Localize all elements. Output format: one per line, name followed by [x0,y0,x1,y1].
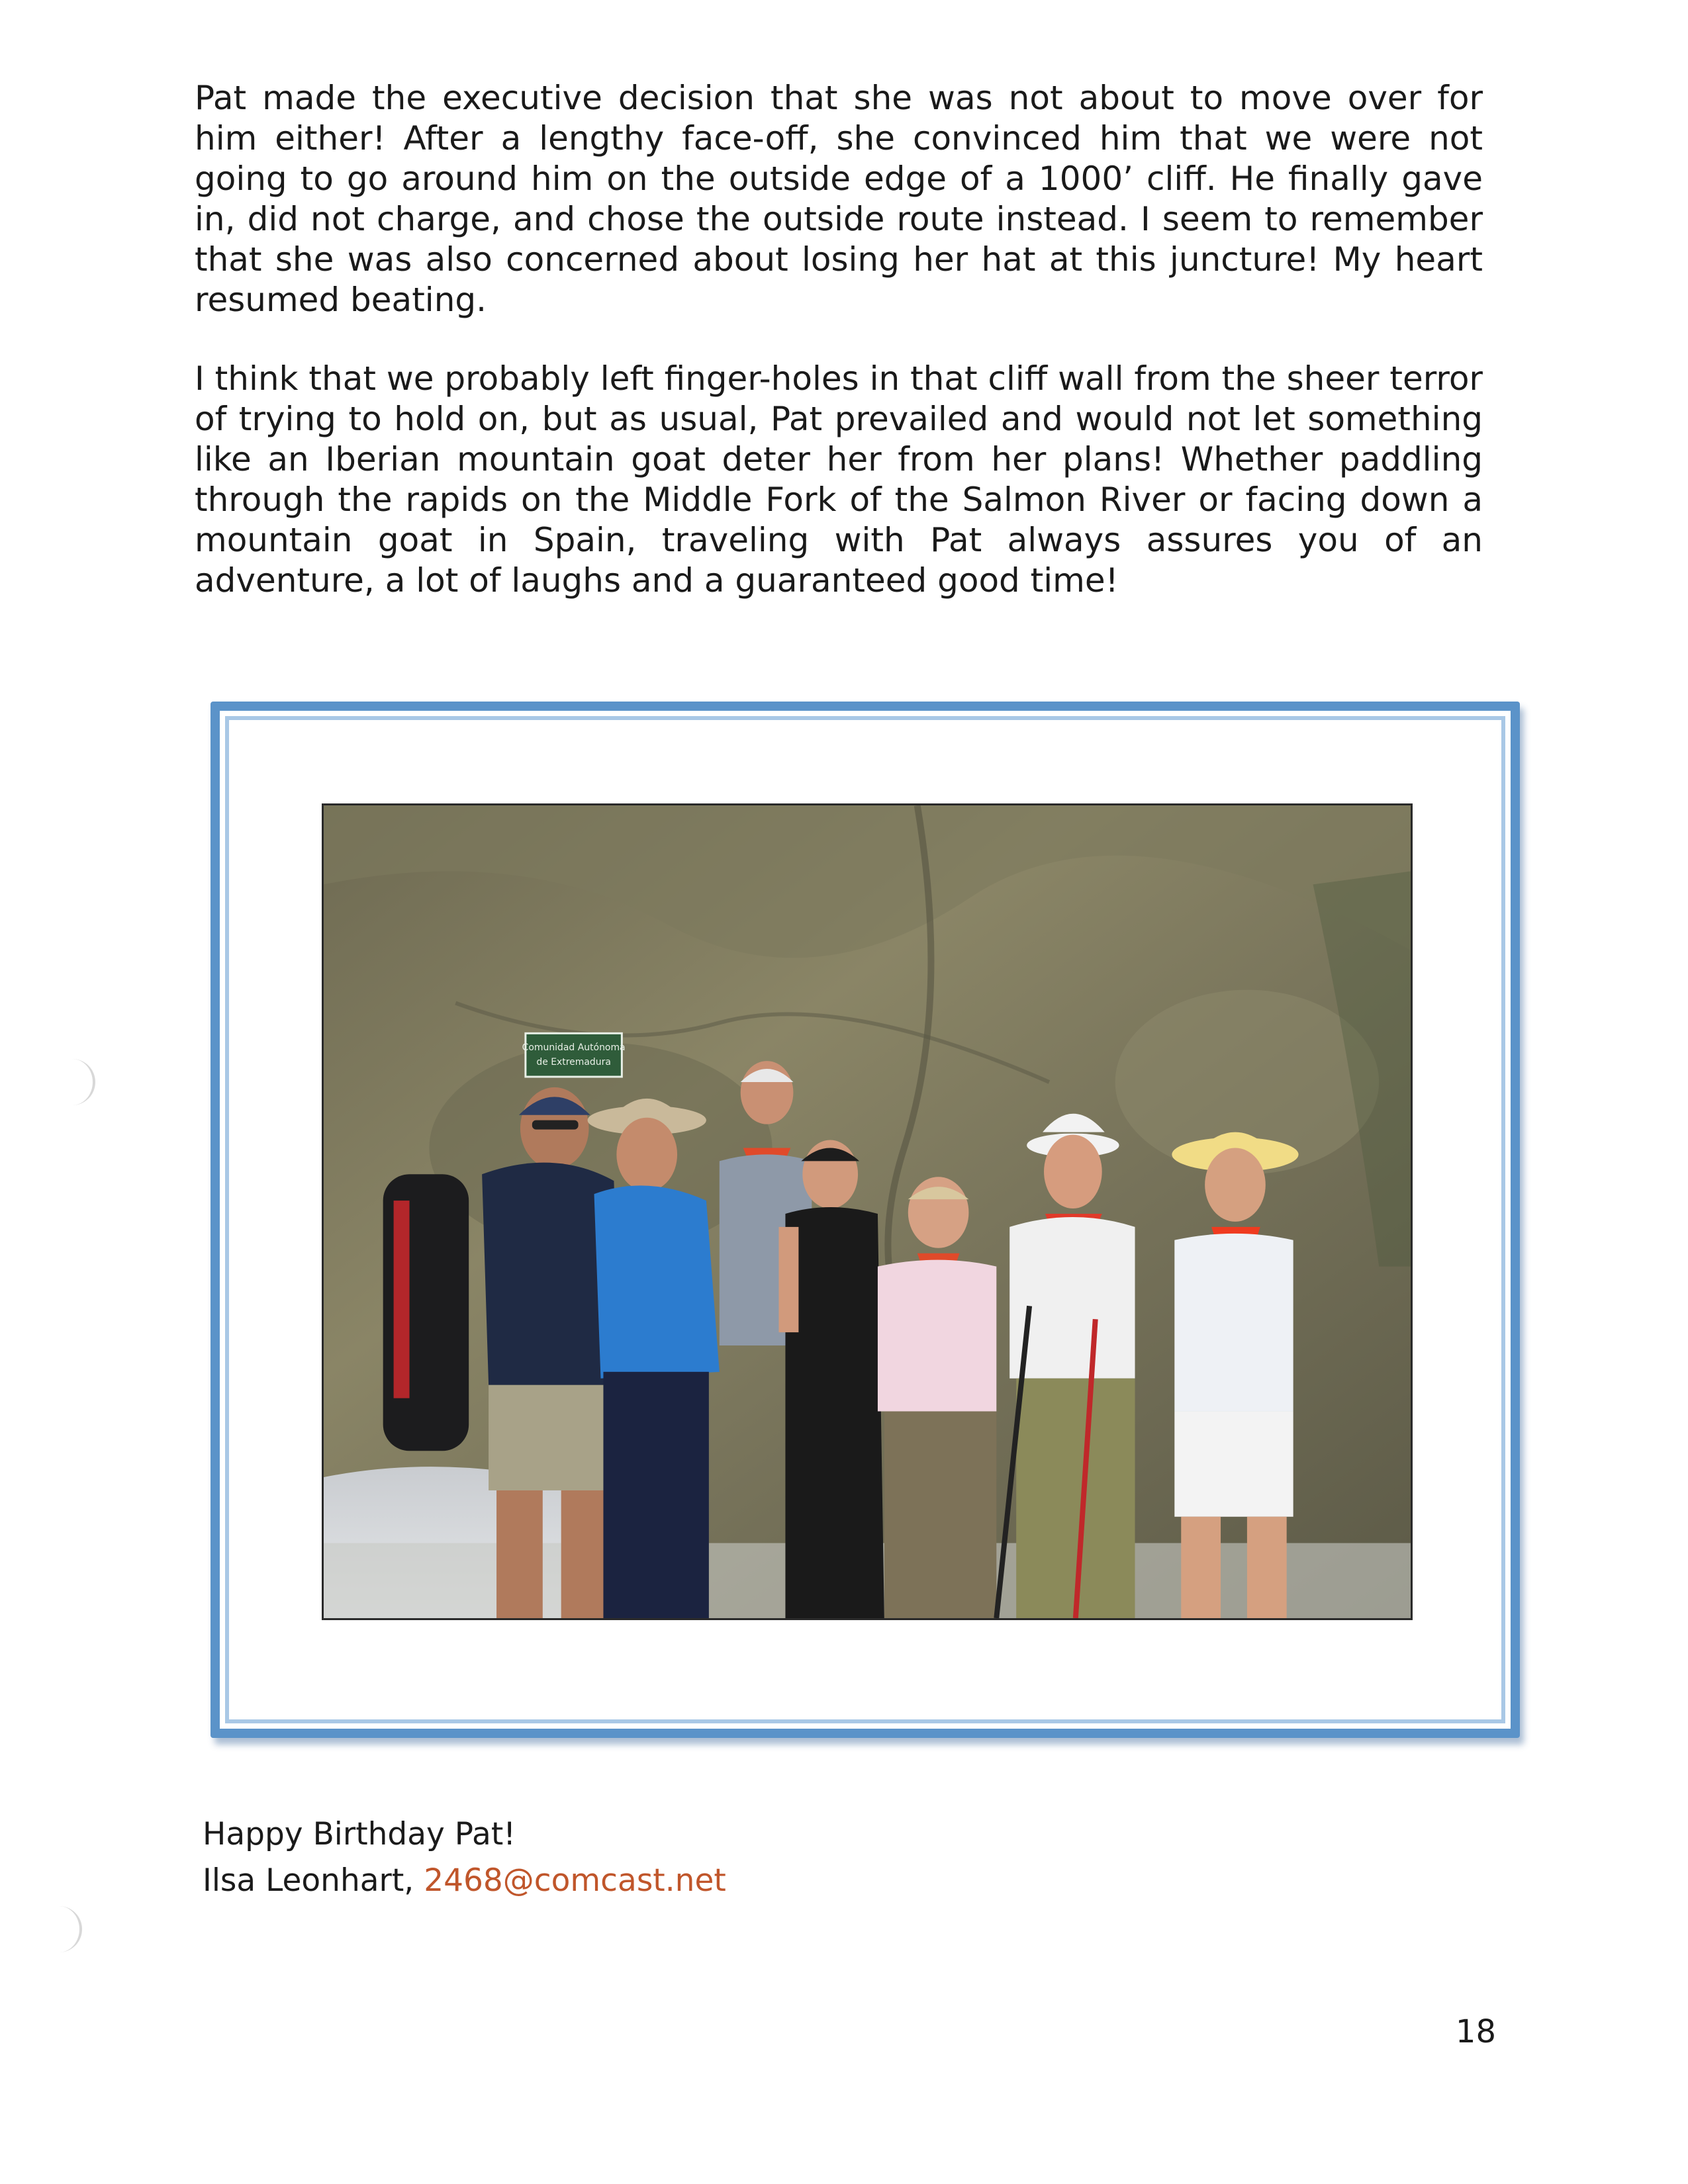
author-email-link[interactable]: 2468@comcast.net [424,1862,726,1899]
birthday-greeting: Happy Birthday Pat! [203,1816,516,1852]
svg-text:de Extremadura: de Extremadura [536,1057,611,1068]
paragraph-2: I think that we probably left finger-holes in that cliff wall from the sheer terror of trying to hold on, but as usual, Pat prevailed and would not let something like an Iberian mountain goat deter her from her plans! Whether paddling through the rapids on the Middle Fork of the Salmon River or facing down a mountain goat in Spain, traveling with Pat always assures you of an adventure, a lot of laughs and a guaranteed good time! [195,359,1483,600]
binder-hole-mark [53,1059,95,1105]
author-signature [203,1861,726,1901]
trail-sign [522,1033,626,1077]
group-hikers-photo [322,803,1413,1620]
paragraph-1: Pat made the executive decision that she was not about to move over for him either! After a lengthy face-off, she convinced him that we were not going to go around him on the outside edge of a 1000’ cliff. He finally gave in, did not charge, and chose the outside route instead. I seem to remember that she was also concerned about losing her hat at this juncture! My heart resumed beating. [195,79,1483,319]
svg-text:Comunidad Autónoma: Comunidad Autónoma [522,1042,626,1054]
binder-hole-mark [40,1906,82,1952]
page-number: 18 [1455,2013,1496,2050]
author-name: Ilsa Leonhart, [203,1862,424,1899]
